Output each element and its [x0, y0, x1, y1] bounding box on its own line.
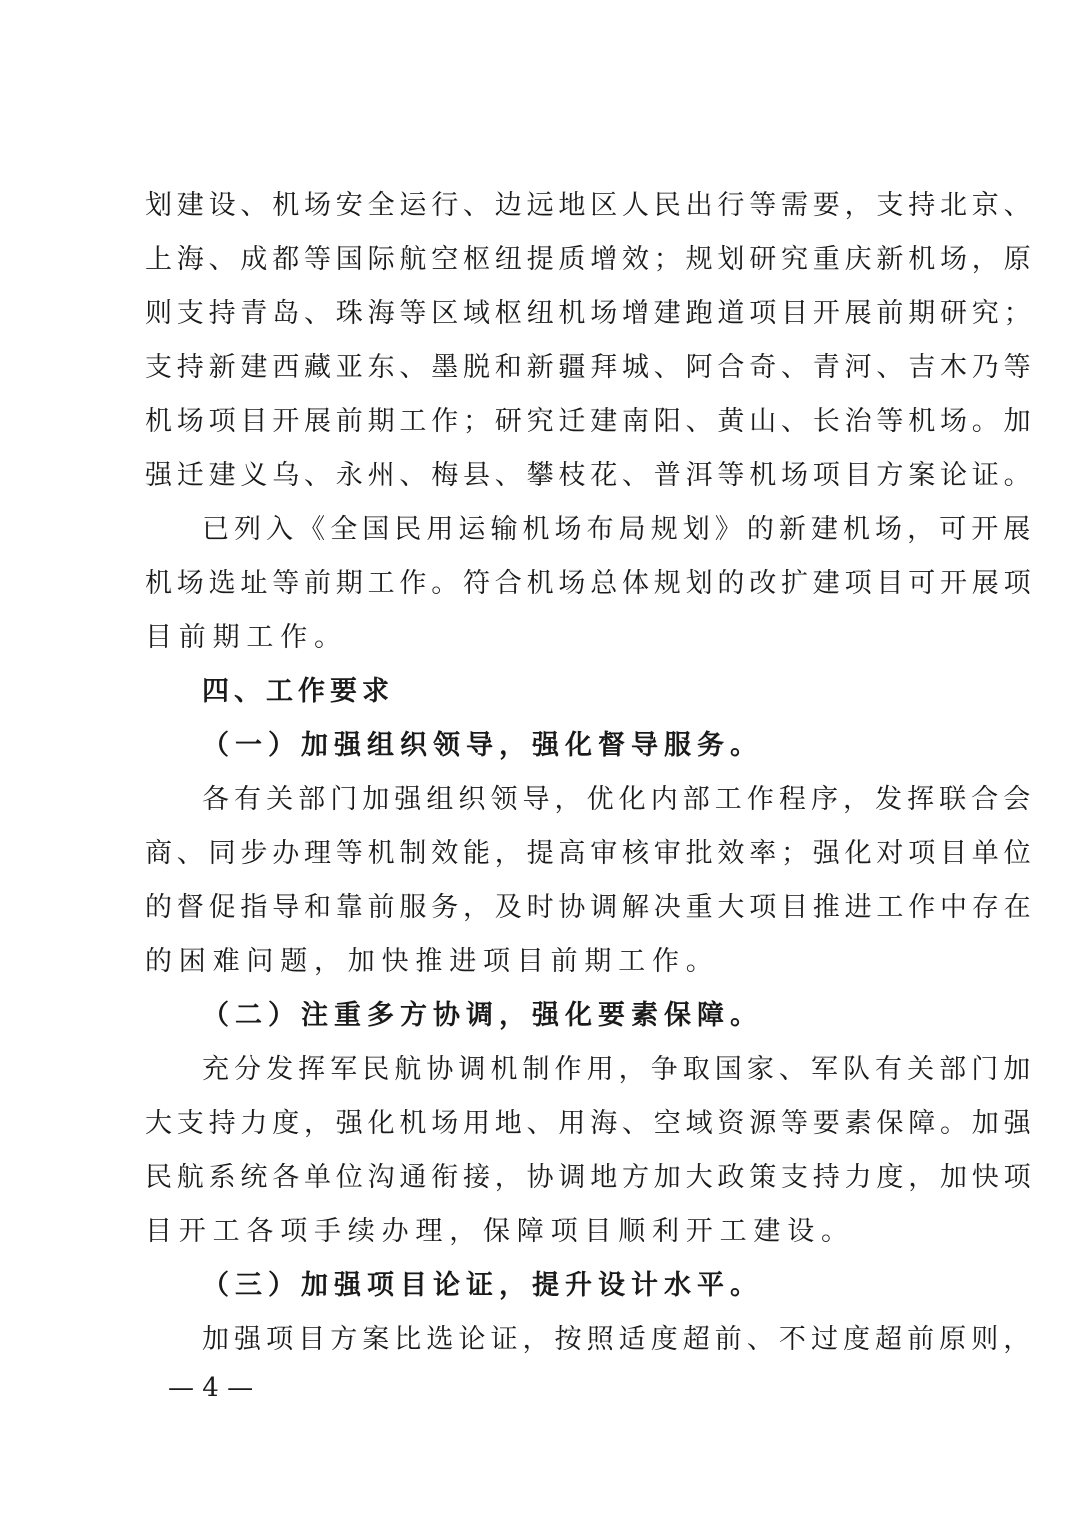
section-heading: 四、工作要求 [202, 676, 394, 707]
body-line-14: 的督促指导和靠前服务，及时协调解决重大项目推进工作中存在 [145, 892, 1036, 923]
body-line-19: 民航系统各单位沟通衔接，协调地方加大政策支持力度，加快项 [145, 1162, 1036, 1193]
body-line-1: 划建设、机场安全运行、边远地区人民出行等需要，支持北京、 [145, 190, 1036, 221]
body-line-22: 加强项目方案比选论证，按照适度超前、不过度超前原则， [202, 1324, 1036, 1355]
body-line-9: 目前期工作。 [145, 622, 348, 653]
subsection-heading-1: （一）加强组织领导，强化督导服务。 [202, 730, 763, 761]
body-line-15: 的困难问题，加快推进项目前期工作。 [145, 946, 720, 977]
body-line-6: 强迁建义乌、永州、梅县、攀枝花、普洱等机场项目方案论证。 [145, 460, 1036, 491]
subsection-heading-2: （二）注重多方协调，强化要素保障。 [202, 1000, 763, 1031]
body-line-13: 商、同步办理等机制效能，提高审核审批效率；强化对项目单位 [145, 838, 1036, 869]
body-line-12: 各有关部门加强组织领导，优化内部工作程序，发挥联合会 [202, 784, 1036, 815]
body-line-3: 则支持青岛、珠海等区域枢纽机场增建跑道项目开展前期研究； [145, 298, 1036, 329]
body-line-2: 上海、成都等国际航空枢纽提质增效；规划研究重庆新机场，原 [145, 244, 1036, 275]
body-line-7: 已列入《全国民用运输机场布局规划》的新建机场，可开展 [202, 514, 1036, 545]
body-line-5: 机场项目开展前期工作；研究迁建南阳、黄山、长治等机场。加 [145, 406, 1036, 437]
body-line-20: 目开工各项手续办理，保障项目顺利开工建设。 [145, 1216, 855, 1247]
body-line-18: 大支持力度，强化机场用地、用海、空域资源等要素保障。加强 [145, 1108, 1036, 1139]
page-number: — 4 — [168, 1373, 254, 1403]
body-line-17: 充分发挥军民航协调机制作用，争取国家、军队有关部门加 [202, 1054, 1036, 1085]
body-line-4: 支持新建西藏亚东、墨脱和新疆拜城、阿合奇、青河、吉木乃等 [145, 352, 1036, 383]
subsection-heading-3: （三）加强项目论证，提升设计水平。 [202, 1270, 763, 1301]
body-line-8: 机场选址等前期工作。符合机场总体规划的改扩建项目可开展项 [145, 568, 1036, 599]
